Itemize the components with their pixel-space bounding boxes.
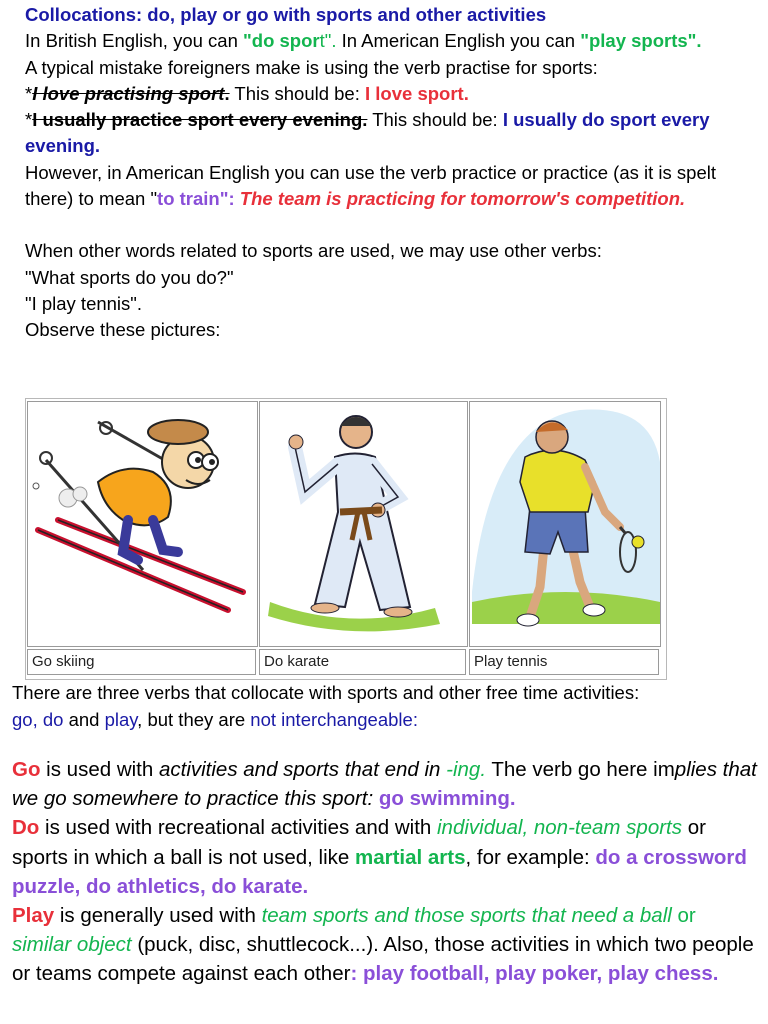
text: t".	[319, 30, 337, 52]
tennis-illustration	[470, 402, 660, 646]
rule-go-word: Go	[12, 758, 41, 781]
martial-arts: martial arts	[354, 845, 466, 869]
pictures-table	[25, 398, 659, 680]
text: or	[671, 904, 696, 928]
text: *	[25, 109, 33, 131]
skier-illustration	[28, 402, 257, 646]
text: (puck, disc, shuttlecock...). Also, those activities in which two people or teams compete against each other	[12, 933, 754, 986]
intro-line-3	[25, 81, 725, 107]
verbs-line-2	[12, 706, 752, 733]
text: , but they are	[137, 709, 251, 730]
intro-line-8: "I play tennis".	[25, 292, 142, 314]
intro-line-4	[25, 107, 725, 160]
highlight-to-train: to train":	[157, 188, 235, 210]
text: plies that we go somewhere to practice this sport:	[12, 758, 757, 811]
intro-line-5	[25, 160, 725, 213]
intro-section	[25, 2, 725, 344]
rule-play-word: Play	[12, 904, 55, 928]
example-sentence: The team is practicing for tomorrow's competition.	[234, 188, 686, 210]
wrong-example: I love practising sport	[32, 82, 225, 104]
intro-line-7: "What sports do you do?"	[25, 266, 234, 288]
text: and	[63, 709, 105, 730]
intro-line-9: Observe these pictures:	[25, 319, 221, 341]
example-go-swimming: go swimming.	[373, 787, 516, 811]
ing-suffix: -ing.	[440, 758, 487, 781]
rule-do	[12, 813, 757, 901]
verb-do: do	[42, 709, 64, 730]
text: .	[224, 82, 230, 104]
not-interchangeable: not interchangeable	[250, 709, 413, 730]
text: The verb go here im	[486, 758, 675, 781]
verbs-line-1: There are three verbs that collocate with sports and other free time activities:	[12, 682, 640, 703]
verbs-intro	[12, 679, 752, 733]
highlight-play-sports: "play sports".	[580, 30, 702, 52]
intro-line-1	[25, 28, 725, 54]
correct-example: I love sport.	[365, 82, 469, 104]
text: is used with	[40, 758, 159, 781]
text: is used with recreational activities and with	[39, 816, 437, 840]
spacer	[25, 212, 725, 238]
verb-play: play	[104, 709, 138, 730]
karate-picture	[259, 401, 468, 647]
rule-do-word: Do	[12, 816, 40, 840]
text: However, in American English you can use the verb practice or practice (as it is spelt there) to mean "	[25, 161, 716, 210]
highlight-do-sport: "do spor	[243, 30, 320, 52]
example-do: do a crossword puzzle, do athletics, do karate.	[12, 845, 747, 898]
text: is generally used with	[54, 904, 262, 928]
text: , for example:	[465, 845, 596, 869]
text: activities and sports that end in	[158, 758, 441, 781]
text: *	[25, 82, 33, 104]
caption-go-skiing: Go skiing	[27, 649, 256, 675]
page-title: Collocations: do, play or go with sports and other activities	[25, 4, 547, 25]
verb-go: go,	[12, 709, 38, 730]
example-play: : play football, play poker, play chess.	[350, 962, 719, 986]
text: In British English, you can	[25, 30, 243, 52]
caption-play-tennis: Play tennis	[469, 649, 659, 675]
karate-illustration	[260, 402, 467, 646]
text: This should be:	[229, 82, 366, 104]
rules-section	[12, 755, 757, 989]
rule-go	[12, 755, 757, 813]
correct-example: I usually do sport every evening.	[25, 109, 710, 157]
intro-line-2: A typical mistake foreigners make is using the verb practise for sports:	[25, 56, 598, 78]
text: team sports and those sports that need a ball	[261, 904, 672, 928]
intro-line-6: When other words related to sports are used, we may use other verbs:	[25, 240, 602, 262]
wrong-example: I usually practice sport every evening.	[32, 109, 368, 131]
text: :	[412, 709, 418, 730]
text: In American English you can	[336, 30, 581, 52]
text: or sports in which a ball is not used, like	[12, 816, 706, 869]
skiing-picture	[27, 401, 258, 647]
tennis-picture	[469, 401, 661, 647]
text: individual, non-team sports	[437, 816, 682, 840]
rule-play	[12, 901, 757, 989]
caption-do-karate: Do karate	[259, 649, 466, 675]
text: similar object	[12, 933, 132, 957]
text: This should be:	[367, 109, 503, 131]
